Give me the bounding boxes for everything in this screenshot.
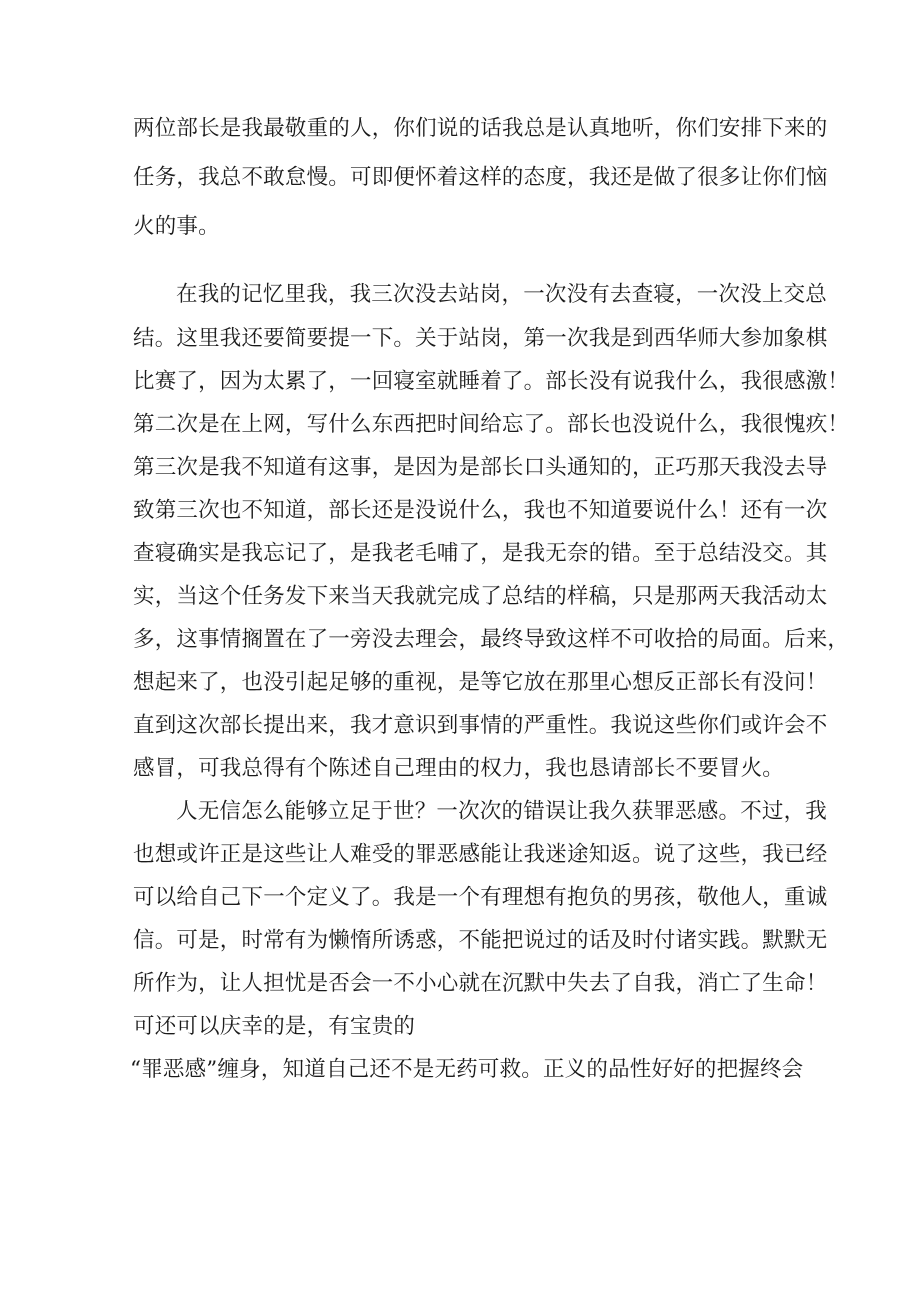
- text-line: 多，这事情搁置在了一旁没去理会，最终导致这样不可收拾的局面。后来，: [133, 627, 850, 652]
- text-line: 结。这里我还要简要提一下。关于站岗，第一次我是到西华师大参加象棋: [133, 326, 828, 351]
- text-line: 所作为，让人担忧是否会一不小心就在沉默中失去了自我，消亡了生命！: [133, 971, 828, 996]
- text-line: 也想或许正是这些让人难受的罪恶感能让我迷途知返。说了这些，我已经: [133, 842, 828, 867]
- text-line: 实，当这个任务发下来当天我就完成了总结的样稿，只是那两天我活动太: [133, 584, 828, 609]
- text-line: 在我的记忆里我，我三次没去站岗，一次没有去查寝，一次没上交总: [176, 282, 828, 307]
- text-line: “罪恶感”缠身，知道自己还不是无药可救。正义的品性好好的把握终会: [130, 1057, 804, 1082]
- text-line: 致第三次也不知道，部长还是没说什么，我也不知道要说什么！还有一次: [133, 498, 828, 523]
- text-line: 想起来了，也没引起足够的重视，是等它放在那里心想反正部长有没问！: [133, 670, 828, 695]
- text-line: 第二次是在上网，写什么东西把时间给忘了。部长也没说什么，我很愧疚！: [133, 412, 850, 437]
- text-line: 感冒，可我总得有个陈述自己理由的权力，我也恳请部长不要冒火。: [133, 756, 785, 781]
- text-line: 信。可是，时常有为懒惰所诱惑，不能把说过的话及时付诸实践。默默无: [133, 928, 828, 953]
- text-line: 可以给自己下一个定义了。我是一个有理想有抱负的男孩，敬他人，重诚: [133, 885, 828, 910]
- text-line: 可还可以庆幸的是，有宝贵的: [133, 1014, 416, 1039]
- text-line: 第三次是我不知道有这事，是因为是部长口头通知的，正巧那天我没去导: [133, 455, 828, 480]
- text-line: 任务，我总不敢怠慢。可即便怀着这样的态度，我还是做了很多让你们恼: [133, 165, 828, 190]
- text-line: 火的事。: [133, 214, 220, 239]
- text-line: 查寝确实是我忘记了，是我老毛哺了，是我无奈的错。至于总结没交。其: [133, 541, 828, 566]
- text-line: 两位部长是我最敬重的人，你们说的话我总是认真地听，你们安排下来的: [133, 116, 828, 141]
- text-line: 比赛了，因为太累了，一回寝室就睡着了。部长没有说我什么，我很感激！: [133, 369, 850, 394]
- text-line: 人无信怎么能够立足于世？一次次的错误让我久获罪恶感。不过，我: [176, 799, 828, 824]
- text-line: 直到这次部长提出来，我才意识到事情的严重性。我说这些你们或许会不: [133, 713, 828, 738]
